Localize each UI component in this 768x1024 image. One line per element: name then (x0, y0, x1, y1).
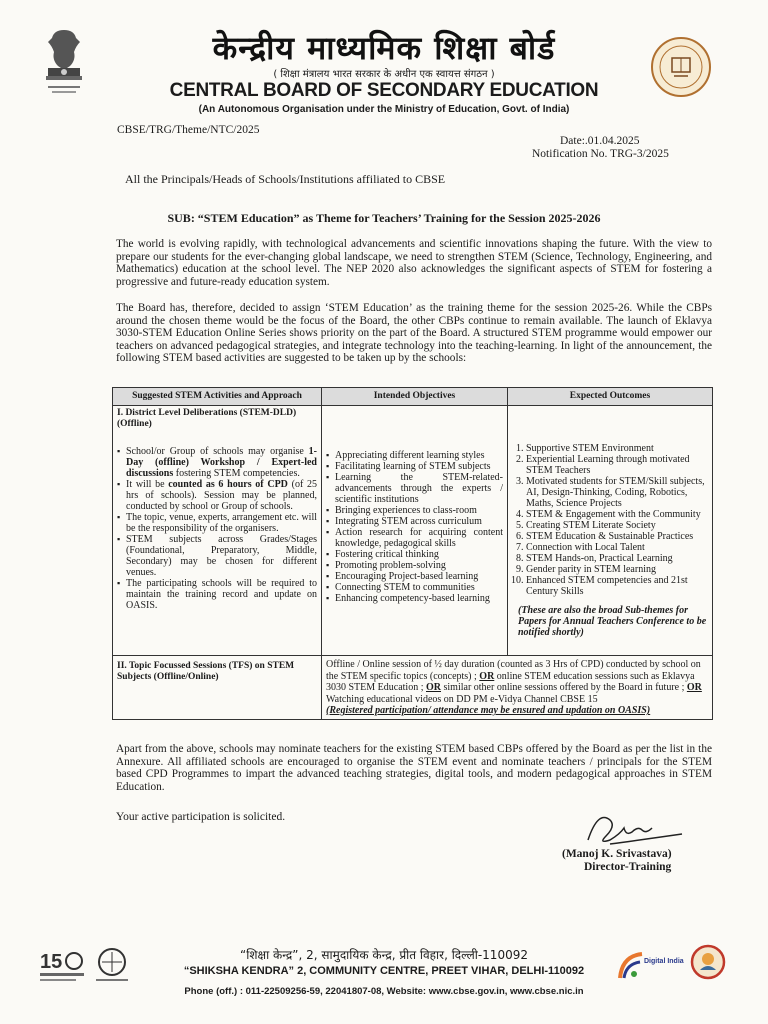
activity-item (126, 446, 317, 479)
outcome-item: 3. Motivated students for STEM/Skill subjects, AI, Design-Thinking, Coding, Robotics, Maths, Science Projects (526, 476, 708, 509)
subject-line: SUB: “STEM Education” as Theme for Teachers’ Training for the Session 2025-2026 (167, 211, 601, 225)
activity-text: STEM subjects across Grades/Stages (Foundational, Preparatory, Middle, Secondary) may be chosen for different venues. (126, 534, 317, 578)
letter-date: Date:.01.04.2025 (560, 135, 640, 147)
activity-text: (of 25 hrs of schools). Session may be planned, conducted by school or Group of schools. (126, 479, 317, 512)
activity-item (126, 578, 317, 611)
addressee: All the Principals/Heads of Schools/Institutions affiliated to CBSE (125, 172, 446, 186)
activities-list (117, 446, 317, 611)
objective-item: ▪ Connecting STEM to communities (335, 582, 503, 593)
objective-item: ▪ Appreciating different learning styles (335, 450, 503, 461)
signatory-name: (Manoj K. Srivastava) (562, 848, 672, 860)
objective-item: ▪ Promoting problem-solving (335, 560, 503, 571)
paragraph-intro: The world is evolving rapidly, with technological advancements and scientific innovations shaping the future. With the view to prepare our students for the ever-changing global landscape, we need to strengthen STEM (Science, Technology, Engineering, and Mathematics) education at the school level. The NEP 2020 also acknowledges the significant aspects of STEM for fostering a progressive and future-ready education system. (116, 238, 712, 288)
outcome-item: 4. STEM & Engagement with the Community (526, 509, 708, 520)
outcomes-list (512, 443, 708, 597)
objective-item: ▪ Learning the STEM-related-advancements through the experts / scientific institutions (335, 472, 503, 505)
or-text: OR (479, 670, 495, 682)
activity-text: The participating schools will be required to maintain the training record and update on OASIS. (126, 578, 317, 611)
digital-india-logo-icon (614, 948, 670, 984)
column-header: Suggested STEM Activities and Approach (113, 388, 322, 406)
column-header: Expected Outcomes (508, 388, 713, 406)
objectives-cell (322, 406, 508, 656)
reference-number: CBSE/TRG/Theme/NTC/2025 (117, 124, 260, 136)
tfs-text: Watching educational videos on DD PM e-Vidya Channel CBSE 15 (326, 693, 598, 705)
hindi-board-subtitle: ( शिक्षा मंत्रालय भारत सरकार के अधीन एक स्वायत्त संगठन ) (273, 69, 495, 80)
outcome-item: 6. STEM Education & Sustainable Practices (526, 531, 708, 542)
objective-item: ▪ Integrating STEM across curriculum (335, 516, 503, 527)
outcome-item: 1. Supportive STEM Environment (526, 443, 708, 454)
sub-themes-note: (These are also the broad Sub-themes for Papers for Annual Teachers Conference to be notified shortly) (518, 605, 707, 638)
objectives-list (326, 450, 503, 604)
or-text: OR (686, 682, 702, 693)
tfs-text: Offline / Online session of ½ day duration (counted as 3 Hrs of CPD) conducted by school on the STEM specific topics (concepts) ; (326, 659, 701, 682)
activity-item (126, 479, 317, 512)
activity-item (126, 512, 317, 534)
registration-note: (Registered participation/ attendance may be ensured and updation on OASIS) (326, 705, 651, 716)
outcome-item: 9. Gender parity in STEM learning (526, 564, 708, 575)
footer-english-address: “SHIKSHA KENDRA” 2, COMMUNITY CENTRE, PREET VIHAR, DELHI-110092 (183, 965, 585, 977)
table-row (113, 406, 713, 656)
tfs-text: online STEM education sessions such as Eklavya 3030 STEM Education ; (326, 670, 695, 693)
activity-text: It will be (126, 479, 169, 490)
board-title: CENTRAL BOARD OF SECONDARY EDUCATION (169, 80, 599, 101)
table-row (113, 656, 713, 720)
activity-emphasis: 1-Day (offline) Workshop / Expert-led discussions (126, 446, 317, 479)
activity-emphasis: counted as 6 hours of CPD (168, 479, 288, 490)
footer-hindi-address: “शिक्षा केन्द्र”, 2, सामुदायिक केन्द्र, प्रीत विहार, दिल्ली-110092 (240, 948, 528, 962)
tfs-text: similar other online sessions offered by the Board in future ; (441, 682, 687, 693)
objective-item: ▪ Facilitating learning of STEM subjects (335, 461, 503, 472)
footer-contact: Phone (off.) : 011-22509256-59, 22041807-08, Website: www.cbse.gov.in, www.cbse.nic.in (184, 986, 584, 997)
activity-text: The topic, venue, experts, arrangement etc. will be the responsibility of the organisers. (126, 512, 317, 534)
activity-item (126, 534, 317, 578)
section-title: II. Topic Focussed Sessions (TFS) on STEM Subjects (Offline/Online) (117, 661, 295, 682)
tfs-description-cell (322, 656, 713, 720)
outcome-item: 5. Creating STEM Literate Society (526, 520, 708, 531)
activities-table (112, 387, 713, 720)
activity-text: fostering STEM competencies. (173, 468, 300, 479)
tfs-title-cell (113, 656, 322, 720)
board-subtitle: (An Autonomous Organisation under the Ministry of Education, Govt. of India) (198, 104, 570, 115)
closing-line: Your active participation is solicited. (116, 811, 286, 823)
outcome-item: 8. STEM Hands-on, Practical Learning (526, 553, 708, 564)
column-header: Intended Objectives (322, 388, 508, 406)
objective-item: ▪ Encouraging Project-based learning (335, 571, 503, 582)
svg-text:15: 15 (40, 951, 63, 973)
outcome-item: 7. Connection with Local Talent (526, 542, 708, 553)
notification-number: Notification No. TRG-3/2025 (532, 148, 669, 160)
objective-item: ▪ Action research for acquiring content knowledge, pedagogical skills (335, 527, 503, 549)
objective-item: ▪ Enhancing competency-based learning (335, 593, 503, 604)
outcome-item: 2. Experiential Learning through motivated STEM Teachers (526, 454, 708, 476)
objective-item: ▪ Bringing experiences to class-room (335, 505, 503, 516)
outcome-item: 10. Enhanced STEM competencies and 21st Century Skills (526, 575, 708, 597)
hindi-board-title: केन्द्रीय माध्यमिक शिक्षा बोर्ड (212, 29, 556, 67)
digital-india-label: Digital India (644, 958, 684, 965)
round-seal-icon (690, 944, 726, 980)
activities-cell (113, 406, 322, 656)
section-title: I. District Level Deliberations (STEM-DLD) (Offline) (117, 408, 297, 429)
paragraph-theme: The Board has, therefore, decided to assign ‘STEM Education’ as the training theme for the session 2025-26. While the CBPs around the chosen theme would be the focus of the Board, the other CBPs continue to remain available. The launch of Eklavya 3030-STEM Education Online Series shows priority on the part of the Board. A structured STEM programme would empower our teachers on advanced pedagogical strategies, and integrate technology into the teaching-learning. In light of the announcement, the following STEM based activities are suggested to be taken up by the schools: (116, 302, 712, 365)
activity-text: School/or Group of schools may organise (126, 446, 309, 457)
signatory-designation: Director-Training (584, 861, 672, 873)
table-header-row (113, 388, 713, 406)
objective-item: ▪ Fostering critical thinking (335, 549, 503, 560)
or-text: OR (426, 682, 441, 693)
outcomes-cell (508, 406, 713, 656)
paragraph-nomination: Apart from the above, schools may nominate teachers for the existing STEM based CBPs offered by the Board as per the list in the Annexure. All affiliated schools are encouraged to organise the STEM event and nominate teachers / principals for the STEM based CPD Programmes to impart the advanced teaching strategies, digital tools, and modern pedagogical approaches in STEM Education. (116, 743, 712, 793)
